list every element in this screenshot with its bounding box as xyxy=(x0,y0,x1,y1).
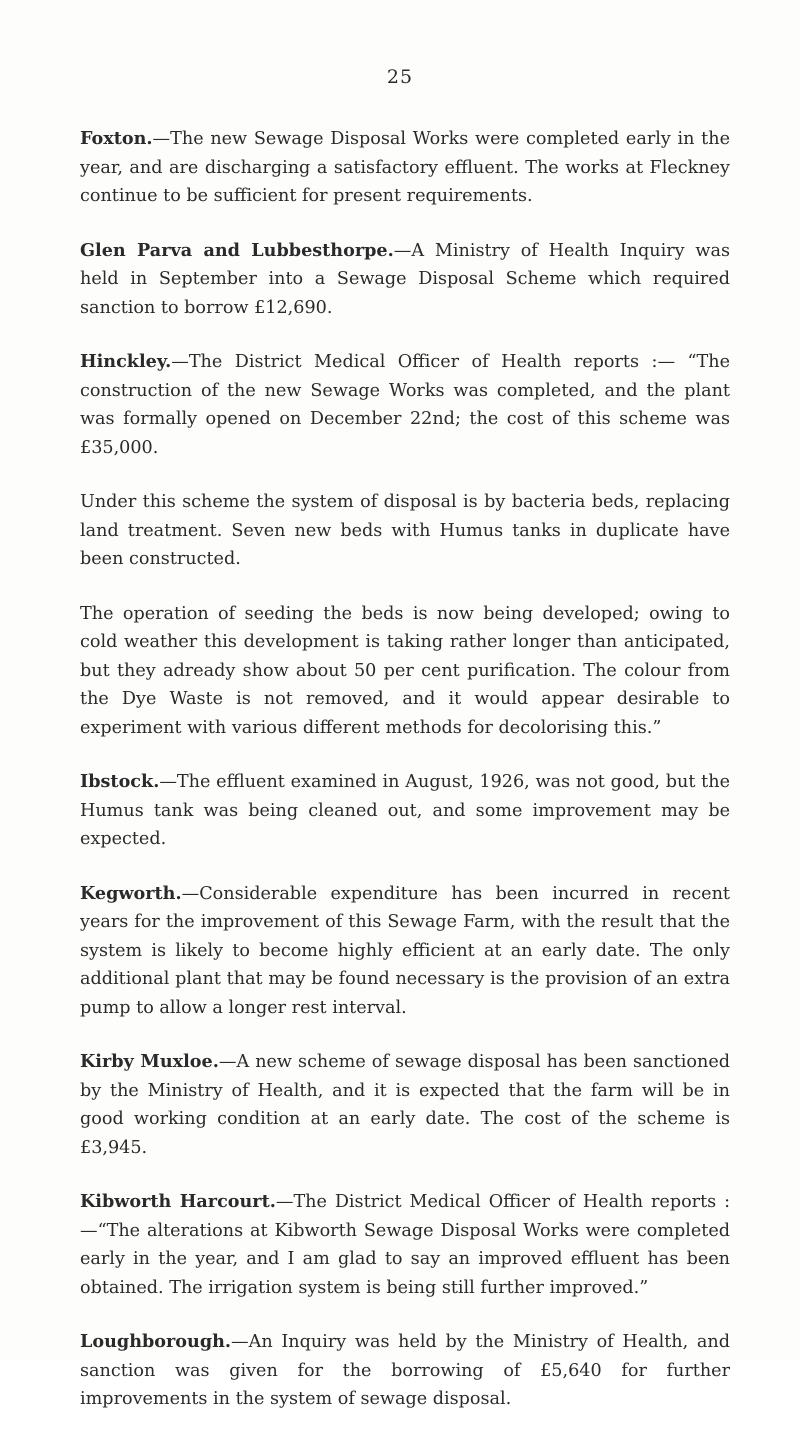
paragraph-heading: Glen Parva and Lubbesthorpe. xyxy=(80,239,394,261)
paragraph-text: —The District Medical Officer of Health reports :—“The alterations at Kibworth Sewage Disposal Works were completed early in the year, and I am glad to say an improved effluent has been obtained. The irrigation system is being still further improved.” xyxy=(80,1192,731,1298)
paragraph-heading: Hinckley. xyxy=(80,351,172,372)
paragraph-heading: Kibworth Harcourt. xyxy=(80,1191,276,1212)
paragraph-heading: Loughborough. xyxy=(80,1331,232,1352)
paragraph-loughborough xyxy=(80,1328,730,1414)
paragraph-text: —A new scheme of sewage disposal has been sanctioned by the Ministry of Health, and it is expected that the farm will be in good working condition at an early date. The cost of the scheme is £3,945. xyxy=(80,1052,730,1158)
paragraph-hinckley-seeding xyxy=(80,600,730,743)
paragraph-heading: Ibstock. xyxy=(80,771,160,792)
paragraph-text: —A Ministry of Health Inquiry was held in September into a Sewage Disposal Scheme which required sanction to borrow £12,690. xyxy=(80,240,730,318)
paragraph-text: —The effluent examined in August, 1926, was not good, but the Humus tank was being cleaned out, and some improvement may be expected. xyxy=(80,772,730,849)
paragraph-text: —Considerable expenditure has been incurred in recent years for the improvement of this Sewage Farm, with the result that the system is likely to become highly efficient at an early date. The only additional plant that may be found necessary is the provision of an extra pump to allow a longer rest interval. xyxy=(80,883,730,1018)
paragraph-foxton xyxy=(80,125,730,211)
paragraph-text: —An Inquiry was held by the Ministry of Health, and sanction was given for the borrowing of £5,640 for further improvements in the system of sewage disposal. xyxy=(80,1332,730,1409)
paragraph-kirby-muxloe xyxy=(80,1048,730,1162)
paragraph-ibstock xyxy=(80,768,730,854)
paragraph-text: —The new Sewage Disposal Works were completed early in the year, and are discharging a satisfactory effluent. The works at Fleckney continue to be sufficient for present requirements. xyxy=(80,129,730,206)
paragraph-text: Under this scheme the system of disposal is by bacteria beds, replacing land treatment. Seven new beds with Humus tanks in duplicate have been constructed. xyxy=(80,492,730,569)
paragraph-text: The operation of seeding the beds is now being developed; owing to cold weather this development is taking rather longer than anticipated, but they adready show about 50 per cent purification. The colour from the Dye Waste is not removed, and it would appear desirable to experiment with various different methods for decolorising this.” xyxy=(80,603,730,738)
paragraph-hinckley-scheme xyxy=(80,488,730,574)
paragraph-hinckley xyxy=(80,348,730,462)
paragraph-heading: Foxton. xyxy=(80,128,153,149)
paragraph-kegworth xyxy=(80,880,730,1023)
paragraph-heading: Kegworth. xyxy=(80,882,182,904)
paragraph-heading: Kirby Muxloe. xyxy=(80,1051,219,1072)
paragraph-text: —The District Medical Officer of Health reports :— “The construction of the new Sewage Works was completed, and the plant was formally opened on December 22nd; the cost of this scheme was £35,000. xyxy=(80,352,730,458)
page-number: 25 xyxy=(386,66,414,88)
paragraph-glen-parva xyxy=(80,237,730,323)
paragraph-kibworth-harcourt xyxy=(80,1188,730,1302)
page-body xyxy=(80,125,730,1440)
